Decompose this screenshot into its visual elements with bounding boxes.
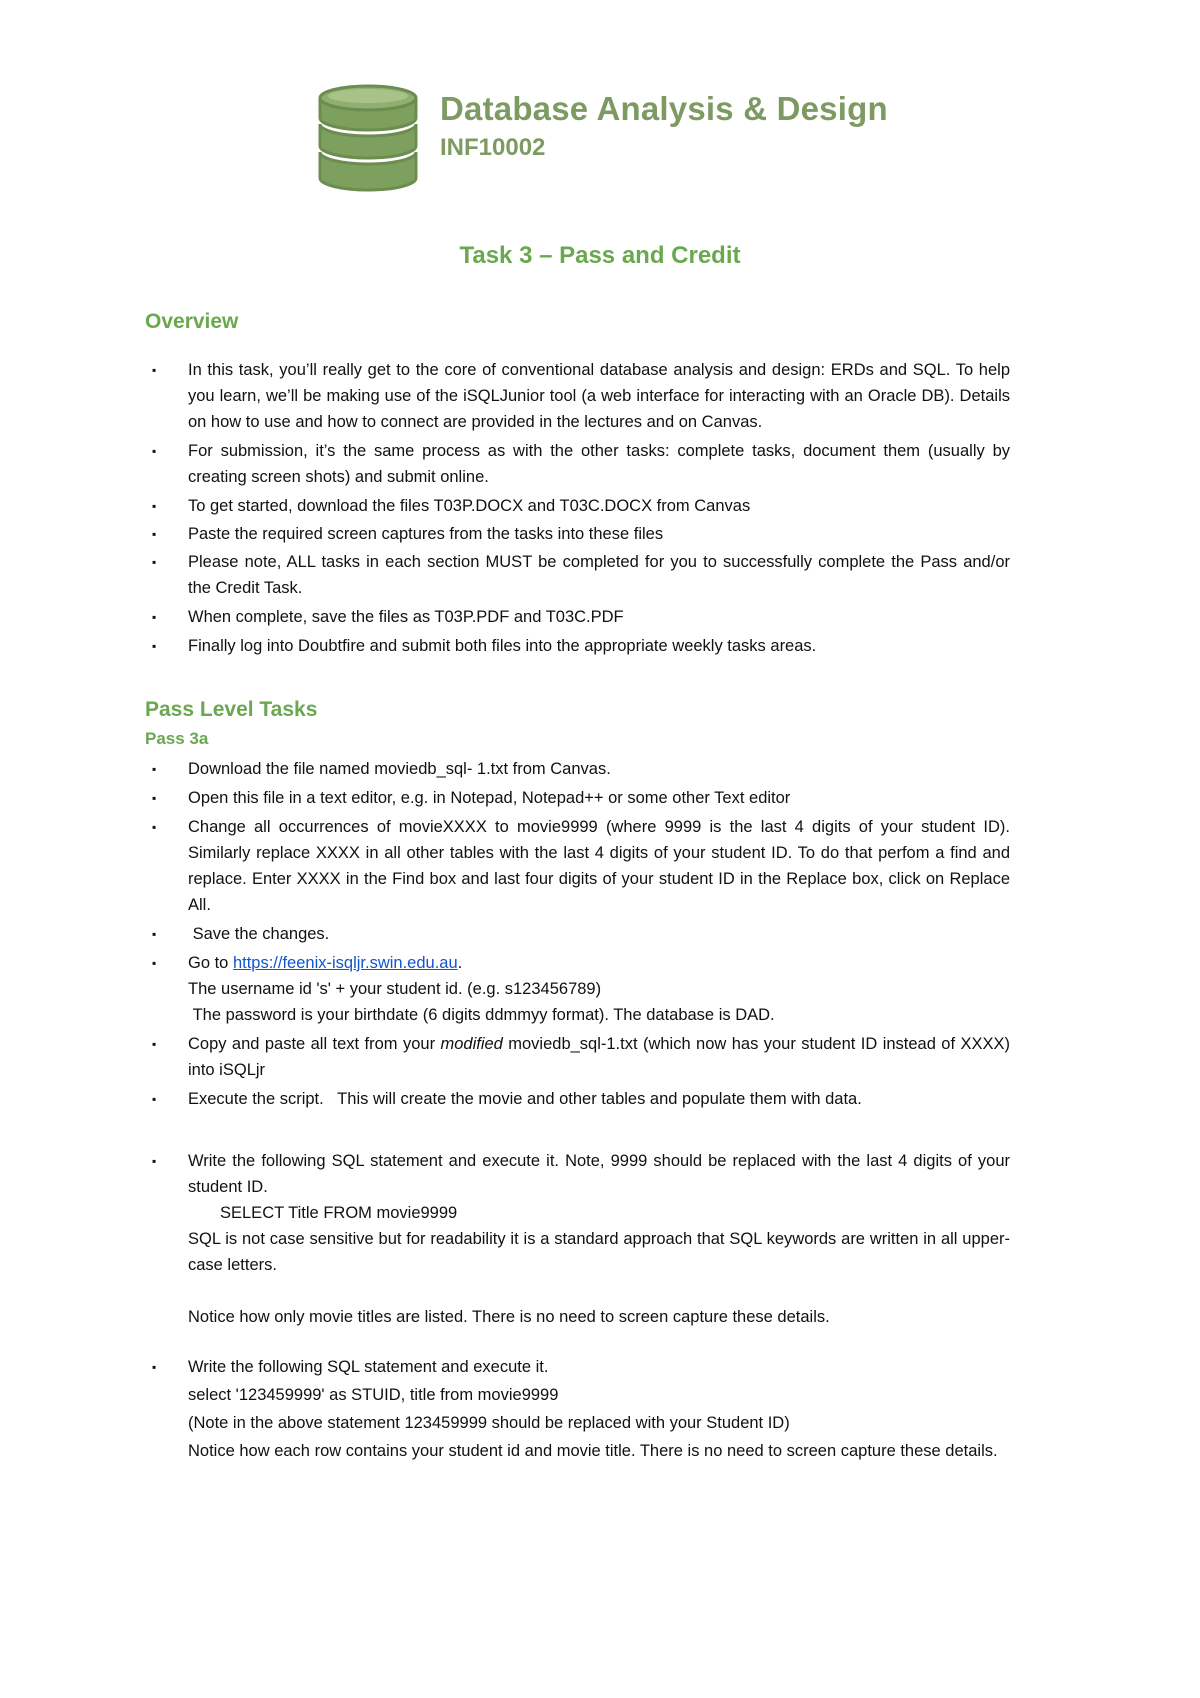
spacer bbox=[150, 1330, 1010, 1354]
spacer bbox=[150, 1112, 1010, 1148]
list-item: ▪ When complete, save the files as T03P.PDF and T03C.PDF bbox=[152, 608, 624, 626]
list-item: ▪ Download the file named moviedb_sql- 1.txt from Canvas. bbox=[152, 760, 611, 778]
list-item: ▪ Save the changes. bbox=[152, 925, 330, 943]
list-item: ▪ Copy and paste all text from your modified moviedb_sql-1.txt (which now has your student ID instead of XXXX) into iSQLjr bbox=[152, 1035, 1010, 1079]
page-title: Task 3 – Pass and Credit bbox=[459, 242, 741, 269]
list-item: ▪ To get started, download the files T03P.DOCX and T03C.DOCX from Canvas bbox=[152, 497, 751, 515]
isqljr-link[interactable]: https://feenix-isqljr.swin.edu.au bbox=[232, 954, 458, 972]
list-item: ▪ In this task, you’ll really get to the core of conventional database analysis and design: ERDs and SQL. To help you learn, we’ll be making use of the iSQLJunior tool (a web interface for interacting with an Oracle DB). Details on how to use and how to connect are provided in the lectures and on Canvas. bbox=[152, 361, 1010, 431]
list-item: ▪ Execute the script. This will create the movie and other tables and populate them with data. bbox=[152, 1090, 862, 1108]
pass-subheading: Pass 3a bbox=[145, 729, 209, 748]
list-item: ▪ Write the following SQL statement and execute it. Note, 9999 should be replaced with the last 4 digits of your student ID. SELECT Title FROM movie9999 SQL is not case sensitive but for readability it is a standard approach that SQL keywords are written in all upper-case letters. Notice how only movie titles are listed. There is no need to screen capture these details. bbox=[152, 1152, 1010, 1326]
list-item: ▪ For submission, it’s the same process as with the other tasks: complete tasks, document them (usually by creating screen shots) and submit online. bbox=[152, 442, 1010, 486]
list-item: ▪ Please note, ALL tasks in each section MUST be completed for you to successfully complete the Pass and/or the Credit Task. bbox=[152, 553, 1010, 597]
overview-heading: Overview bbox=[145, 310, 239, 333]
pass-list bbox=[150, 756, 1010, 1464]
sql-statement: SELECT Title FROM movie9999 bbox=[220, 1204, 458, 1222]
username-note: The username id 's' + your student id. (e.g. s123456789) bbox=[188, 980, 602, 998]
logo-title: Database Analysis & Design bbox=[440, 90, 888, 127]
overview-list bbox=[150, 357, 1010, 659]
logo-course-code: INF10002 bbox=[440, 134, 546, 161]
course-logo bbox=[316, 84, 916, 200]
list-item: ▪ Change all occurrences of movieXXXX to movie9999 (where 9999 is the last 4 digits of your student ID). Similarly replace XXXX in all other tables with the last 4 digits of your student ID. To do that perfom a find and replace. Enter XXXX in the Find box and last four digits of your student ID in the Replace box, click on Replace All. bbox=[152, 818, 1010, 914]
list-item: ▪ Paste the required screen captures from the tasks into these files bbox=[152, 525, 664, 543]
list-item: ▪ Open this file in a text editor, e.g. in Notepad, Notepad++ or some other Text editor bbox=[152, 789, 791, 807]
list-item: ▪ Go to https://feenix-isqljr.swin.edu.au. The username id 's' + your student id. (e.g. s123456789) The password is your birthdate (6 digits ddmmyy format). The database is DAD. bbox=[150, 950, 1010, 1028]
database-icon bbox=[316, 84, 420, 196]
pass-heading: Pass Level Tasks bbox=[145, 698, 318, 721]
password-note: The password is your birthdate (6 digits ddmmyy format). The database is DAD. bbox=[188, 1006, 775, 1024]
list-item: ▪ Write the following SQL statement and execute it. select '123459999' as STUID, title from movie9999 (Note in the above statement 123459999 should be replaced with your Student ID) Notice how each row contains your student id and movie title. There is no need to screen capture these details. bbox=[150, 1354, 1010, 1464]
sql-statement: select '123459999' as STUID, title from movie9999 bbox=[188, 1386, 559, 1404]
list-item: ▪ Finally log into Doubtfire and submit both files into the appropriate weekly tasks areas. bbox=[152, 637, 817, 655]
